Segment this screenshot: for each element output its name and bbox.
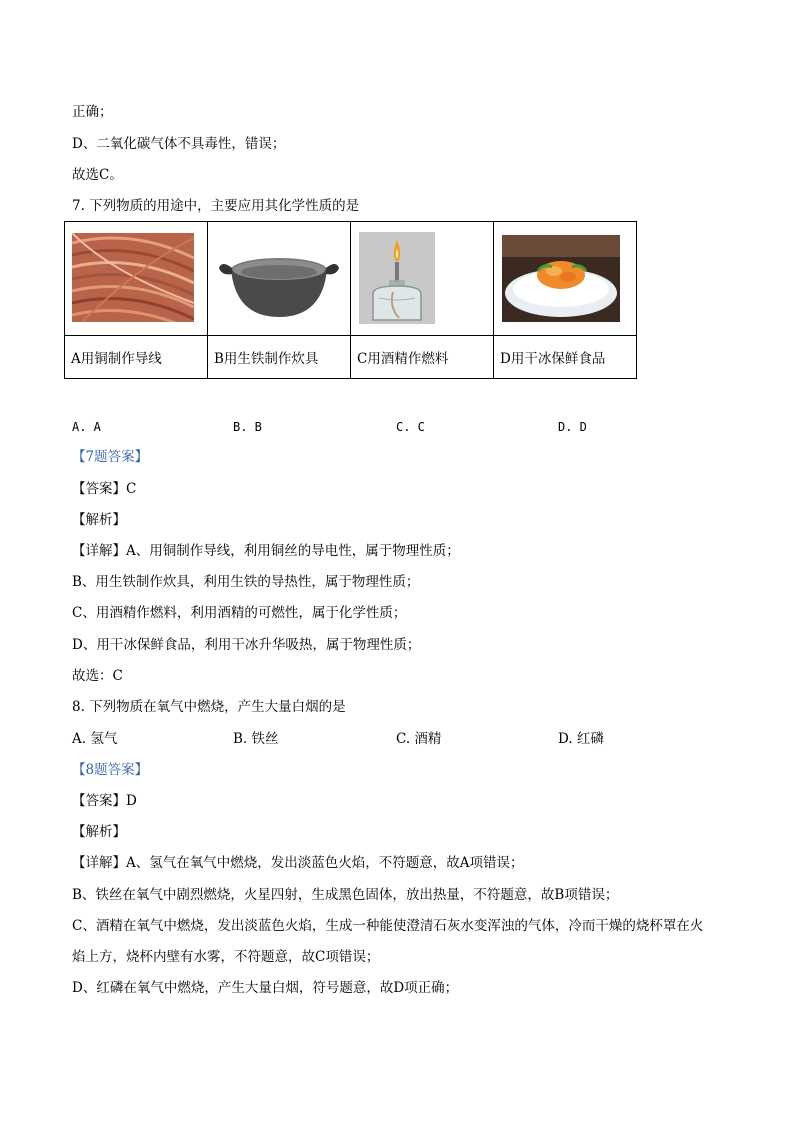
image-alcohol-lamp (351, 222, 494, 336)
question-8-stem: 8. 下列物质在氧气中燃烧，产生大量白烟的是 (72, 699, 346, 715)
caption-d: D用干冰保鲜食品 (494, 336, 637, 379)
q8-detail-line: B、铁丝在氧气中剧烈燃烧，火星四射，生成黑色固体，放出热量，不符题意，故B项错误； (72, 887, 619, 903)
question-7-table (64, 221, 637, 379)
q7-answer: 【答案】C (72, 481, 137, 497)
image-copper-wire (65, 222, 208, 336)
image-dry-ice-food (494, 222, 637, 336)
q7-analysis-heading: 【解析】 (72, 512, 126, 528)
q7-detail-line: D、用干冰保鲜食品，利用干冰升华吸热，属于物理性质； (72, 637, 421, 653)
question-7-stem: 7. 下列物质的用途中，主要应用其化学性质的是 (72, 198, 360, 214)
q8-detail-line: 焰上方，烧杯内壁有水雾，不符题意，故C项错误； (72, 949, 380, 965)
q7-detail-line: B、用生铁制作炊具，利用生铁的导热性，属于物理性质； (72, 574, 420, 590)
q7-detail-line: 【详解】A、用铜制作导线，利用铜丝的导电性，属于物理性质； (72, 543, 460, 559)
q8-detail-line: C、酒精在氧气中燃烧，发出淡蓝色火焰，生成一种能使澄清石灰水变浑浊的气体，冷而干燥的烧杯罩在火 (72, 918, 704, 934)
caption-c: C用酒精作燃料 (351, 336, 494, 379)
q8-option-b: B. 铁丝 (233, 731, 279, 747)
q8-detail-line: D、红磷在氧气中燃烧，产生大量白烟，符号题意，故D项正确； (72, 980, 459, 996)
dry-ice-food-picture (502, 235, 620, 322)
caption-b: B用生铁制作炊具 (208, 336, 351, 379)
q7-conclusion: 故选：C (72, 668, 123, 684)
q7-option-d: D. D (558, 420, 587, 434)
q7-detail-line: C、用酒精作燃料，利用酒精的可燃性，属于化学性质； (72, 605, 407, 621)
q7-option-a: A. A (72, 420, 101, 434)
q8-option-a: A. 氢气 (72, 731, 118, 747)
q8-answer: 【答案】D (72, 793, 137, 809)
q7-option-b: B. B (233, 420, 262, 434)
q8-option-c: C. 酒精 (396, 731, 442, 747)
text-line: 故选C。 (72, 167, 123, 183)
iron-wok-picture (216, 242, 342, 322)
text-line: 正确； (72, 104, 113, 120)
q8-analysis-heading: 【解析】 (72, 824, 126, 840)
copper-wire-picture (72, 233, 194, 322)
q8-option-d: D. 红磷 (558, 731, 604, 747)
image-iron-wok (208, 222, 351, 336)
q8-answer-tag: 【8题答案】 (72, 762, 149, 778)
text-line: D、二氧化碳气体不具毒性，错误； (72, 136, 286, 152)
q7-option-c: C. C (396, 420, 425, 434)
caption-a: A用铜制作导线 (65, 336, 208, 379)
alcohol-lamp-picture (359, 232, 435, 324)
q7-answer-tag: 【7题答案】 (72, 449, 149, 465)
q8-detail-line: 【详解】A、氢气在氧气中燃烧，发出淡蓝色火焰，不符题意，故A项错误； (72, 855, 524, 871)
